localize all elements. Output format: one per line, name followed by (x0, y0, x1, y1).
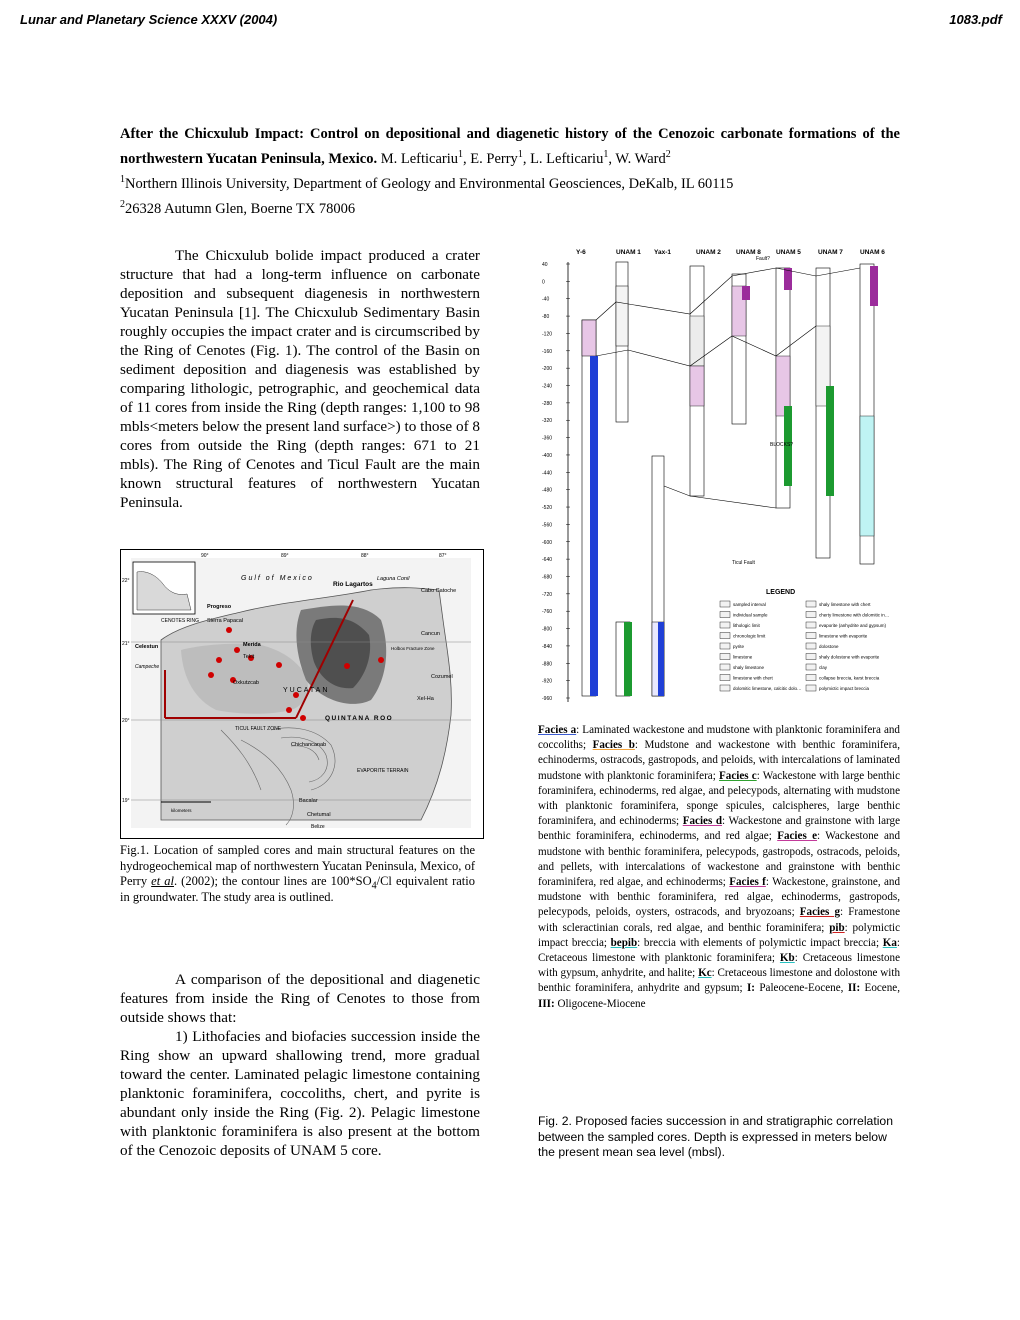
legend-swatch (720, 675, 730, 681)
author-name: E. Perry (470, 151, 518, 167)
map-label: Cabo Catoche (421, 588, 457, 594)
depth-tick-label: -680 (542, 574, 553, 581)
depth-tick-label: -520 (542, 505, 553, 512)
lon-label: 87° (439, 553, 447, 559)
map-label: YUCATAN (283, 687, 330, 694)
legend-swatch (720, 612, 730, 618)
stratigraphic-chart (538, 246, 900, 718)
age-label: I: (746, 982, 755, 995)
map-label: Gulf of Mexico (241, 575, 314, 582)
legend-item-label: pyrite (733, 644, 745, 649)
legend-item-label: shaly dolostone with evaporite (819, 654, 880, 660)
column-header: UNAM 5 (776, 249, 801, 256)
figure-2-caption: Fig. 2. Proposed facies succession in and stratigraphic correlation between the sampled cores. Depth is expressed in meters below the present mean sea level (mbsl). (538, 1114, 893, 1159)
facies-entry: Kb: Cretaceous limestone with gypsum, anhydrite, and halite; (538, 952, 900, 980)
legend-item-label: limestone with evaporite (819, 633, 868, 639)
depth-tick-label: -440 (542, 470, 553, 477)
legend-item-label: lithologic limit (733, 623, 760, 628)
legend-item-label: shaly limestone (733, 665, 765, 670)
depth-tick-label: -720 (542, 591, 553, 598)
legend-item-label: dolostone (819, 644, 839, 649)
figure-2-stratigraphic-columns (538, 246, 900, 718)
point-1: 1) Lithofacies and biofacies succession inside the Ring show an upward shallowing trend, more gradual toward the center. Laminated pelagic limestone containing planktonic foraminifera, coccoliths, chert, and pyrite is abundant only inside the Ring (Fig. 2). Pelagic limestone with planktonic foraminifera is also present at the bottom of the Cenozoic deposits of UNAM 5 core. (120, 1028, 480, 1159)
lat-label: 20° (122, 718, 130, 724)
map-label: EVAPORITE TERRAIN (357, 768, 409, 774)
facies-entry: Facies d: Wackestone and grainstone with large benthic foraminifera, echinoderms, and red algae; (538, 815, 900, 843)
facies-entry: Facies c: Wackestone with large benthic foraminifera, echinoderms, red algae, and pelecypods, alternating with mudstone with planktonic foraminifera, sponge spicules, calcispheres, large benthic foraminifera, and echinoderms; (538, 769, 901, 828)
column-header: Y-6 (576, 249, 586, 256)
depth-tick-label: -400 (542, 452, 553, 459)
legend-item-label: limestone (733, 654, 753, 660)
legend-swatch (806, 654, 816, 660)
legend-swatch (806, 643, 816, 649)
legend-swatch (806, 622, 816, 628)
figure-1-map (120, 549, 484, 839)
age-label: III: (538, 997, 555, 1010)
comparison-paragraph: A comparison of the depositional and diagenetic features from inside the Ring of Cenotes to those from outside shows that: 1) Lithofacies and biofacies succession inside the Ring show an upward shallowing trend, more gradual toward the center. Laminated pelagic limestone containing planktonic foraminifera, coccoliths, chert, and pyrite is abundant only inside the Ring (Fig. 2). Pelagic limestone with planktonic foraminifera is also present at the bottom of the Cenozoic deposits of UNAM 5 core. (120, 971, 480, 1159)
file-name-header: 1083.pdf (949, 12, 1002, 27)
map-label: Tekit (243, 654, 255, 660)
facies-description: Facies a: Laminated wackestone and mudstone with planktonic foraminifera and coccoliths; Facies b: Mudstone and wackestone with benthic foraminifera, echinoderms, ostracods, gastropods, and peloids, with intercalations of laminated mudstone with planktonic foraminifera; Facies c: Wackestone with large benthic foraminifera, echinoderms, red algae, and pelecypods, alternating with mudstone with planktonic foraminifera, sponge spicules, calcispheres, large benthic foraminifera, and echinoderms; Facies d: Wackestone and grainstone with large benthic foraminifera, echinoderms, and red algae; Facies e: Wackestone and mudstone with benthic foraminifera, pelecypods, gastropods, ostracods, peloids, and pellets, with intercalations of wackestone and grainstone with benthic foraminifera, red algae, and echinoderms; Facies f: Wackestone, grainstone, and mudstone with benthic foraminifera, red algae, echinoderms, gastropods, pelecypods, peloids, oysters, ostracods, and bryozoans; Facies g: Framestone with scleractinian corals, red algae, and benthic foraminifera; pib: polymictic impact breccia; bepib: breccia with elements of polymictic impact breccia; Ka: Cretaceous limestone with planktonic foraminifera; Kb: Cretaceous limestone with gypsum, anhydrite, and halite; Kc: Cretaceous limestone and dolostone with benthic foraminifera, anhydrite and gypsum; I: Paleocene-Eocene, II: Eocene, III: Oligocene-Miocene (538, 724, 901, 1010)
depth-tick-label: -360 (542, 435, 553, 442)
depth-tick-label: -840 (542, 643, 553, 650)
facies-entry: Facies b: Mudstone and wackestone with benthic foraminifera, echinoderms, ostracods, gastropods, and peloids, with intercalations of laminated mudstone with planktonic foraminifera; (538, 739, 900, 782)
map-label: Holbox Fracture Zone (391, 646, 435, 651)
column-header: UNAM 7 (818, 249, 843, 256)
column-header: UNAM 6 (860, 249, 885, 256)
depth-tick-label: -200 (542, 366, 553, 373)
legend-item-label: cherty limestone with dolomitic in… (819, 612, 890, 618)
column-header: UNAM 1 (616, 249, 641, 256)
author-name: L. Lefticariu (530, 151, 604, 167)
legend-item-label: polymictic impact breccia (819, 686, 870, 691)
map-label: Xel-Ha (417, 696, 434, 702)
column-header: Yax-1 (654, 249, 671, 256)
legend-item-label: chronologic limit (733, 633, 766, 639)
depth-tick-label: -280 (542, 400, 553, 407)
legend-item-label: dolomitic limestone, calcitic dolo… (733, 686, 802, 691)
facies-entry: Facies e: Wackestone and mudstone with benthic foraminifera, pelecypods, gastropods, ostracods, peloids, and pellets, with intercalations of wackestone and grainstone with benthic foraminifera, red algae, and echinoderms; (538, 830, 900, 889)
depth-tick-label: 40 (542, 262, 548, 268)
age-label: II: (847, 982, 861, 995)
depth-tick-label: -40 (542, 296, 550, 303)
yucatan-map-graphic (121, 550, 483, 838)
journal-header: Lunar and Planetary Science XXXV (2004) (20, 12, 278, 27)
lat-label: 22° (122, 578, 130, 584)
map-label: Cancun (421, 631, 440, 637)
legend-swatch (806, 675, 816, 681)
legend-swatch (806, 633, 816, 639)
ticul-fault-label: Ticul Fault (732, 560, 755, 566)
facies-entry: Facies a: Laminated wackestone and mudstone with planktonic foraminifera and coccoliths; (538, 724, 900, 752)
legend-item-label: limestone with chert (733, 675, 773, 681)
map-label: TICUL FAULT ZONE (235, 726, 282, 732)
facies-entry: Ka: Cretaceous limestone with planktonic foraminifera; (538, 936, 900, 965)
lat-label: 19° (122, 798, 130, 804)
legend-item-label: collapse breccia, karst breccia (819, 675, 880, 681)
figure-1-caption: Fig.1. Location of sampled cores and main structural features on the hydrogeochemical map of northwestern Yucatan Peninsula, Mexico, of Perry et al. (2002); the contour lines are $100*SO_4/Cl$ equivalent ratio in groundwater. The study area is outlined. (120, 843, 475, 904)
legend-title: LEGEND (766, 589, 796, 596)
author-name: M. Lefticariu (380, 151, 459, 167)
legend-item-label: individual sample (733, 612, 768, 618)
legend-swatch (720, 664, 730, 670)
affiliation-2: $^2$26328 Autumn Glen, Boerne TX 78006 (120, 199, 356, 217)
authors: M. Lefticariu$^1$, E. Perry$^1$, L. Lefticariu$^1$, W. Ward$^2$ (380, 149, 671, 167)
map-label: Oxkutzcab (233, 680, 259, 686)
intro-paragraph: The Chicxulub bolide impact produced a crater structure that had a long-term influence on carbonate deposition and subsequent diagenesis in northwestern Yucatan Peninsula [1]. The Chicxulub Sedimentary Basin roughly occupies the impact crater and is circumscribed by the Ring of Cenotes (Fig. 1). The control of the Basin on sediment deposition and diagenesis was established by comparing lithologic, petrographic, and geochemical data of 11 cores from inside the Ring (depth ranges: 1,100 to 98 mbls<meters below the present land surface>) to those of 8 cores from outside the Ring (depth ranges: 671 to 21 mbls). The Ring of Cenotes and Ticul Fault are the main known structural features of northwestern Yucatan Peninsula. (120, 247, 481, 511)
legend-item-label: sampled interval (733, 602, 766, 607)
map-label: Sierra Papacal (207, 618, 244, 624)
facies-entry: bepib: breccia with elements of polymictic impact breccia; (610, 936, 880, 949)
map-label: Campeche (135, 664, 160, 670)
legend-swatch (806, 664, 816, 670)
depth-tick-label: -600 (542, 539, 553, 546)
blocks-label: BLOCKS? (770, 442, 794, 448)
legend-swatch (806, 685, 816, 691)
map-label: Progreso (207, 604, 232, 610)
map-label: Belize (311, 824, 325, 830)
depth-tick-label: -920 (542, 678, 553, 685)
depth-tick-label: -640 (542, 557, 553, 564)
map-label: Merida (243, 642, 261, 648)
depth-tick-label: -760 (542, 609, 553, 616)
lon-label: 89° (281, 553, 289, 559)
map-scale-label: kilometers (171, 808, 192, 813)
facies-entry: Facies f: Wackestone, grainstone, and mudstone with benthic foraminifera, red algae, echinoderms, gastropods, pelecypods, peloids, oysters, ostracods, and bryozoans; (538, 876, 900, 919)
depth-tick-label: -120 (542, 331, 553, 338)
legend-item-label: evaporite (anhydrite and gypsum) (819, 623, 887, 628)
column-header: UNAM 2 (696, 249, 721, 256)
legend-item-label: clay (819, 665, 828, 670)
fault-label: Fault? (756, 256, 770, 262)
facies-entry: pib: polymictic impact breccia; (538, 921, 900, 949)
legend-swatch (720, 643, 730, 649)
paper-title: After the Chicxulub Impact: Control on depositional and diagenetic history of the Cenozoic carbonate formations of the northwestern Yucatan Peninsula, Mexico. (120, 126, 900, 167)
map-label: CENOTES RING (161, 618, 200, 624)
legend-swatch (720, 601, 730, 607)
depth-tick-label: -800 (542, 626, 553, 633)
lon-label: 88° (361, 553, 369, 559)
legend-swatch (720, 654, 730, 660)
title-block (120, 122, 900, 222)
facies-entry: Kc: Cretaceous limestone and dolostone with benthic foraminifera, anhydrite and gypsum; (538, 967, 901, 995)
map-label: Celestun (135, 644, 159, 650)
facies-entry: Facies g: Framestone with scleractinian corals, red algae, and benthic foraminifera; (538, 906, 900, 934)
depth-tick-label: 0 (542, 279, 545, 286)
depth-tick-label: -960 (542, 696, 553, 702)
depth-tick-label: -320 (542, 418, 553, 425)
lon-label: 90° (201, 553, 209, 559)
map-label: Rio Lagartos (333, 581, 373, 588)
legend-swatch (806, 601, 816, 607)
map-label: Laguna Conil (377, 576, 410, 582)
map-label: Bacalar (299, 798, 318, 804)
map-label: Chetumal (307, 812, 331, 818)
lat-label: 21° (122, 641, 130, 647)
depth-tick-label: -560 (542, 522, 553, 529)
depth-tick-label: -880 (542, 661, 553, 668)
legend-swatch (720, 633, 730, 639)
depth-tick-label: -80 (542, 314, 550, 321)
legend-swatch (720, 622, 730, 628)
column-header: UNAM 8 (736, 249, 761, 256)
map-label: QUINTANA ROO (325, 715, 394, 722)
legend-swatch (806, 612, 816, 618)
author-name: W. Ward (615, 151, 666, 167)
legend-swatch (720, 685, 730, 691)
depth-tick-label: -240 (542, 383, 553, 390)
affiliation-1: $^1$Northern Illinois University, Department of Geology and Environmental Geosciences, DeKalb, IL 60115 (120, 174, 734, 192)
depth-tick-label: -160 (542, 348, 553, 355)
map-label: Chichancanab (291, 742, 327, 748)
map-label: Cozumel (431, 674, 453, 680)
depth-tick-label: -480 (542, 487, 553, 494)
legend-item-label: shaly limestone with chert (819, 602, 871, 607)
